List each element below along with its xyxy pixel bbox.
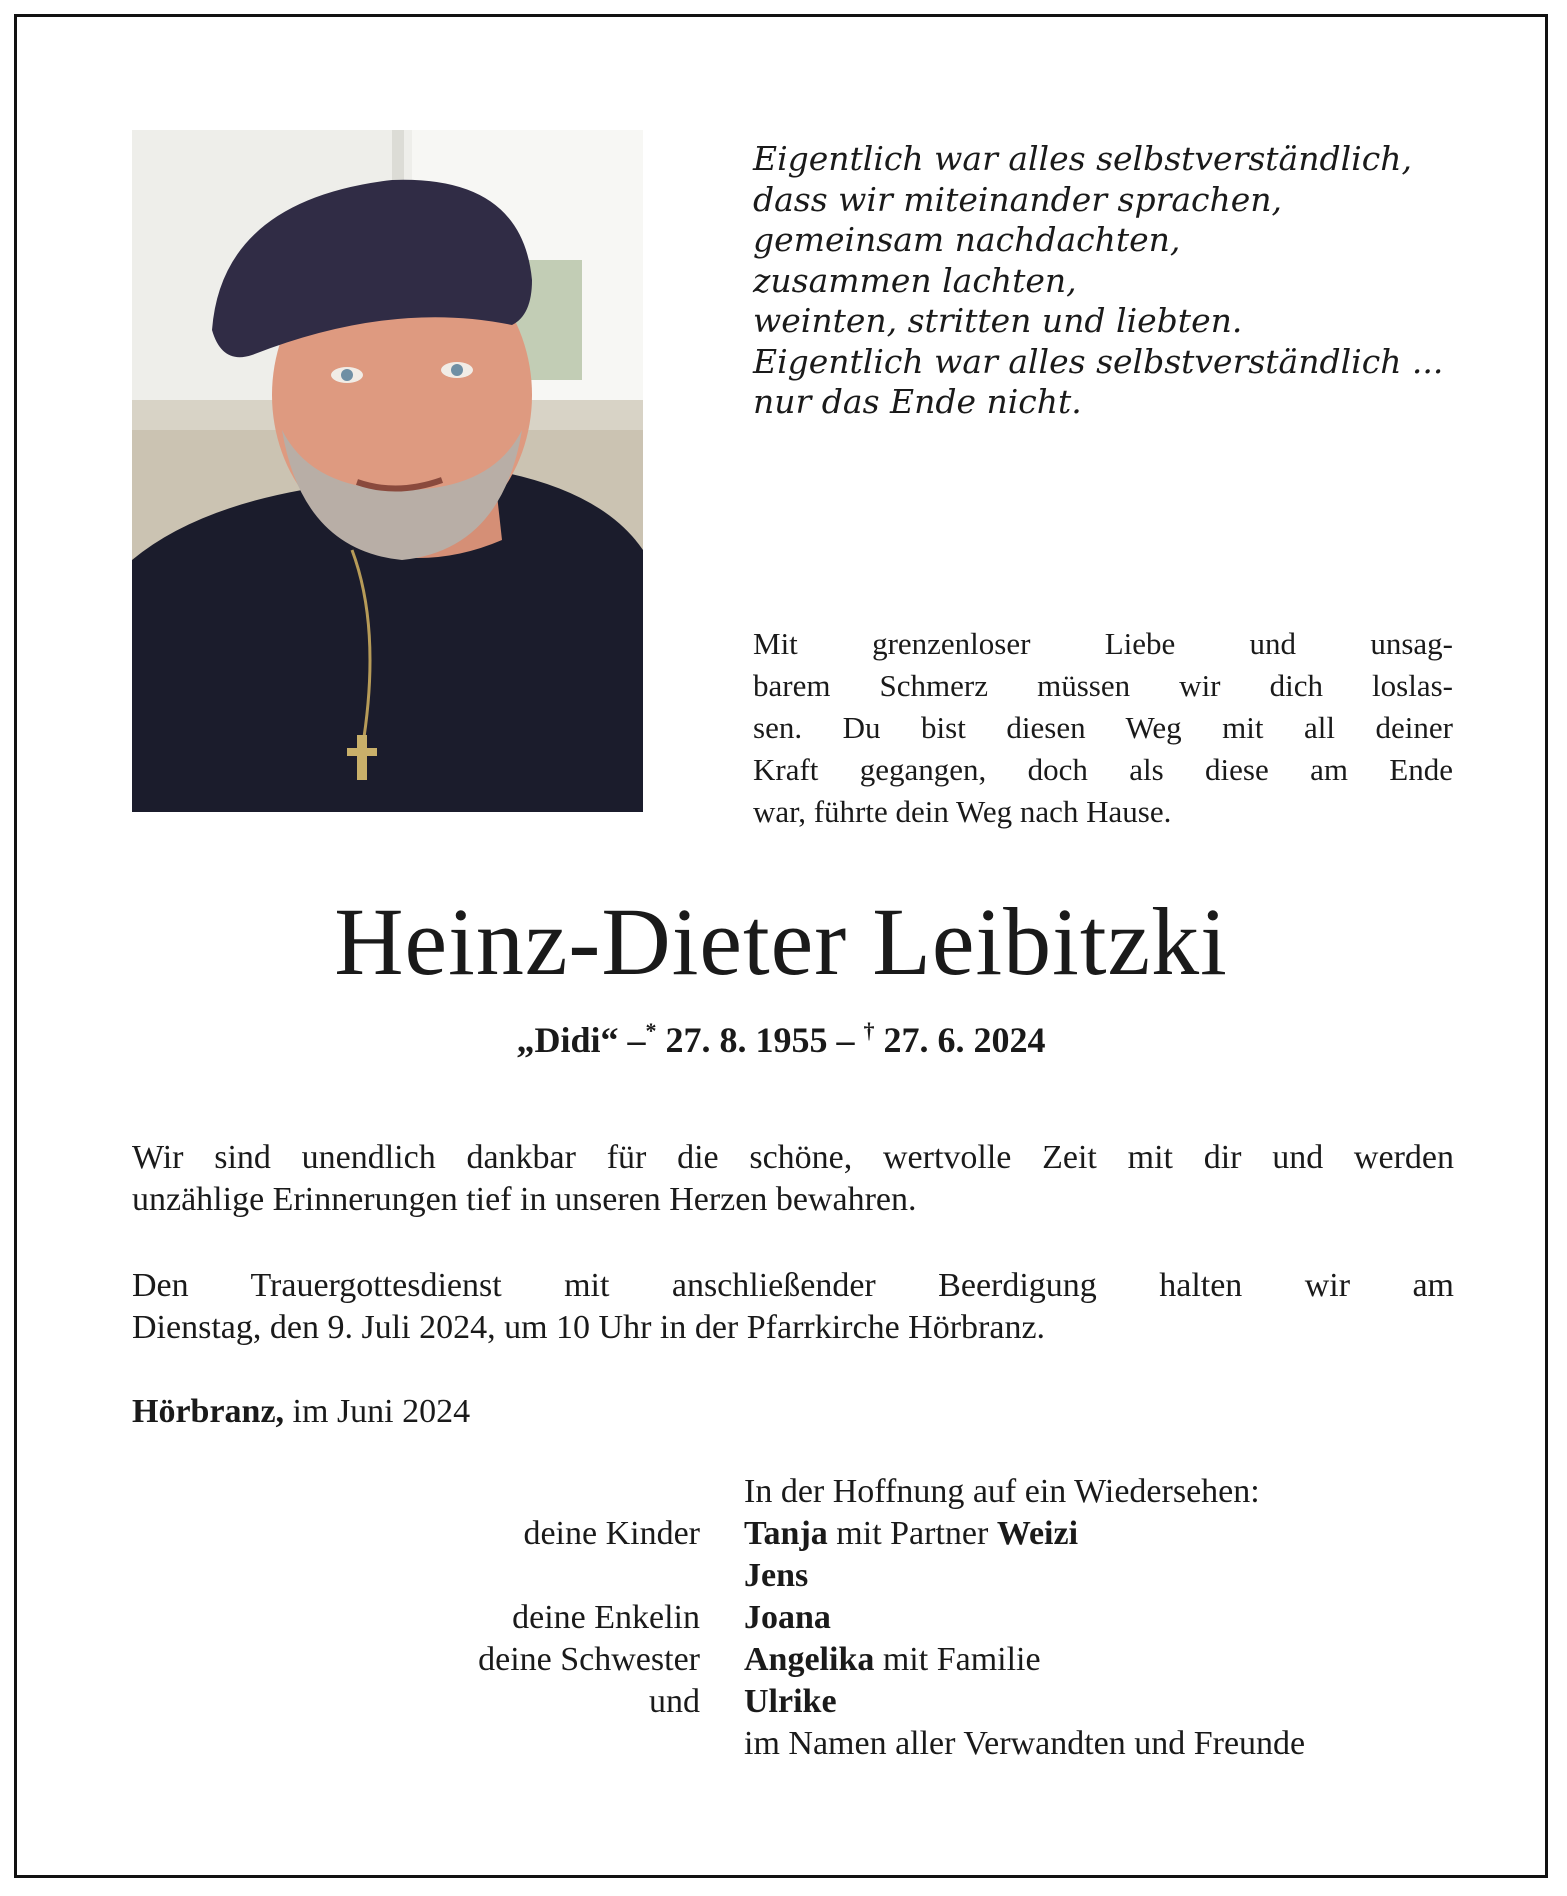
children-label: deine Kinder	[523, 1515, 700, 1552]
obituary-page	[14, 14, 1548, 1878]
poem-line: weinten, stritten und liebten.	[753, 301, 1243, 340]
gratitude-paragraph	[132, 1137, 1454, 1221]
life-dates	[17, 1009, 1545, 1062]
sister-label: deine Schwester	[478, 1641, 700, 1678]
memorial-poem	[753, 139, 1473, 423]
signatures-block	[17, 1471, 1545, 1765]
intro-line: barem Schmerz müssen wir dich loslas-	[753, 668, 1453, 703]
intro-line: Kraft gegangen, doch als diese am Ende	[753, 752, 1453, 787]
sister-name: Ulrike	[744, 1683, 837, 1720]
nickname: „Didi“ –	[516, 1020, 646, 1060]
place-month: im Juni 2024	[284, 1393, 471, 1430]
partner-text: mit Partner	[827, 1515, 997, 1552]
death-symbol: †	[863, 1018, 875, 1043]
child-name: Jens	[744, 1557, 809, 1594]
signatures-heading: In der Hoffnung auf ein Wiedersehen:	[744, 1473, 1260, 1510]
portrait-photo	[132, 130, 643, 812]
intro-text	[753, 623, 1453, 833]
birth-symbol: *	[645, 1018, 657, 1043]
sister-name: Angelika	[744, 1641, 875, 1678]
death-date: 27. 6. 2024	[874, 1020, 1046, 1060]
intro-line: war, führte dein Weg nach Hause.	[753, 794, 1172, 829]
poem-line: nur das Ende nicht.	[753, 382, 1082, 421]
place-date	[132, 1391, 1454, 1433]
paragraph-line: Den Trauergottesdienst mit anschließender Beerdigung halten wir am	[132, 1267, 1454, 1304]
sister-names	[744, 1681, 837, 1723]
poem-line: zusammen lachten,	[753, 260, 1077, 300]
intro-line: sen. Du bist diesen Weg mit all deiner	[753, 710, 1453, 745]
grandchild-name: Joana	[744, 1599, 831, 1636]
grandchild-label: deine Enkelin	[512, 1599, 700, 1636]
paragraph-line: Wir sind unendlich dankbar für die schöne, wertvolle Zeit mit dir und werden	[132, 1139, 1454, 1176]
intro-line: Mit grenzenloser Liebe und unsag-	[753, 626, 1453, 661]
portrait-illustration	[132, 130, 643, 812]
family-text: mit Familie	[874, 1641, 1041, 1678]
poem-line: Eigentlich war alles selbstverständlich,	[753, 139, 1412, 178]
funeral-paragraph	[132, 1265, 1454, 1349]
children-names	[744, 1513, 1078, 1555]
and-label: und	[649, 1683, 700, 1720]
children-names	[744, 1555, 808, 1597]
deceased-name: Heinz-Dieter Leibitzki	[334, 888, 1228, 995]
birth-date: 27. 8. 1955 –	[656, 1020, 864, 1060]
place-town: Hörbranz,	[132, 1393, 285, 1430]
partner-name: Weizi	[996, 1515, 1079, 1552]
sister-names	[744, 1639, 1041, 1681]
paragraph-line: unzählige Erinnerungen tief in unseren Herzen bewahren.	[132, 1181, 917, 1218]
closing-line: im Namen aller Verwandten und Freunde	[744, 1725, 1306, 1762]
grandchild-names	[744, 1597, 831, 1639]
child-name: Tanja	[744, 1515, 828, 1552]
poem-line: gemeinsam nachdachten,	[753, 220, 1181, 259]
poem-line: Eigentlich war alles selbstverständlich ...	[753, 341, 1444, 381]
paragraph-line: Dienstag, den 9. Juli 2024, um 10 Uhr in der Pfarrkirche Hörbranz.	[132, 1309, 1046, 1346]
poem-line: dass wir miteinander sprachen,	[753, 179, 1283, 219]
